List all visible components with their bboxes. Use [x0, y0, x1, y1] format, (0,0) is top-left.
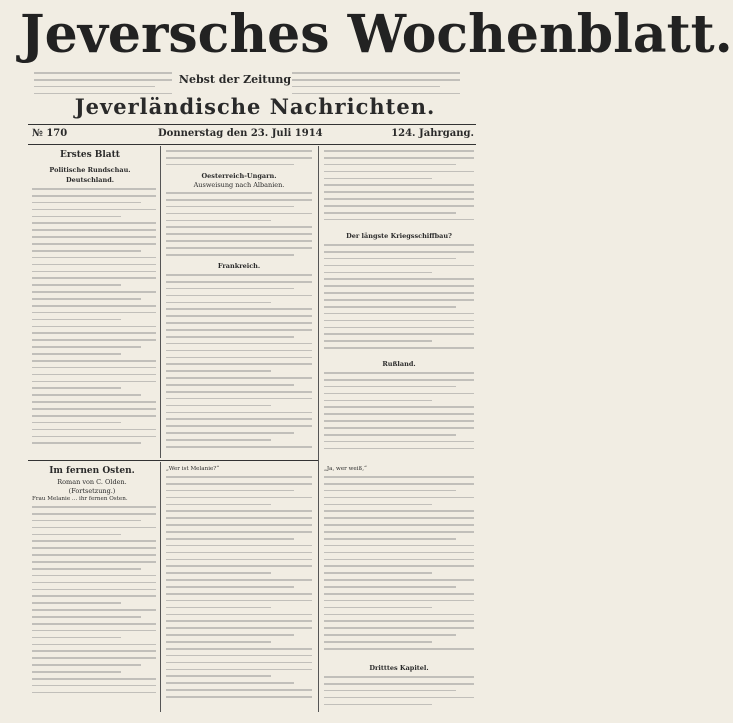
france-text: [166, 274, 312, 453]
france-heading: Frankreich.: [217, 262, 261, 270]
russia-text: [324, 372, 474, 455]
feuilleton-rule: [28, 460, 318, 461]
politics-text: [32, 188, 156, 449]
subtitle: Jeverländische Nachrichten.: [74, 94, 436, 119]
far-east-heading: Im fernen Osten.: [49, 466, 135, 476]
austria-heading: Oesterreich-Ungarn.: [201, 172, 277, 180]
third-chapter-heading: Dritttes Kapitel.: [369, 664, 429, 672]
politics-heading: Politische Rundschau.: [49, 166, 131, 174]
issue-date: Donnerstag den 23. Juli 1914: [158, 128, 323, 139]
germany-heading: Deutschland.: [65, 176, 115, 184]
third-chapter-text: [324, 676, 474, 710]
column-divider-1: [160, 146, 161, 458]
date-rule: [28, 144, 476, 145]
roman-text-col2: [166, 476, 312, 703]
frieda-quote: „Ja, wer weiß,“: [324, 466, 367, 472]
middle-text-1: [166, 150, 312, 171]
roman-first-line: Frau Melanie ... ihr fernen Osten.: [32, 496, 128, 502]
roman-continued: (Fortsetzung.): [68, 487, 116, 495]
right-text-1: [324, 150, 474, 226]
first-sheet-heading: Erstes Blatt: [60, 150, 120, 160]
austria-subheading: Ausweisung nach Albanien.: [193, 181, 285, 189]
roman-text-col3: [324, 476, 474, 655]
war-ministry-heading: Der längste Kriegsschiffbau?: [346, 232, 452, 240]
austria-text: [166, 192, 312, 261]
roman-author: Roman von C. Olden.: [57, 478, 127, 486]
war-ministry-text: [324, 244, 474, 354]
nebst-label: Nebst der Zeitung: [178, 73, 292, 86]
masthead-title: Jeversches Wochenblatt.: [20, 4, 733, 65]
top-rule: [28, 124, 476, 125]
column-divider-3: [160, 462, 161, 712]
eastern-quote: „Wer ist Melanie?“: [166, 466, 220, 472]
russia-heading: Rußland.: [382, 360, 416, 368]
volume-year: 124. Jahrgang.: [391, 128, 474, 139]
column-divider-2: [318, 146, 319, 712]
issue-number: № 170: [32, 128, 68, 139]
roman-text-col1: [32, 506, 156, 699]
dateline: [30, 128, 478, 142]
